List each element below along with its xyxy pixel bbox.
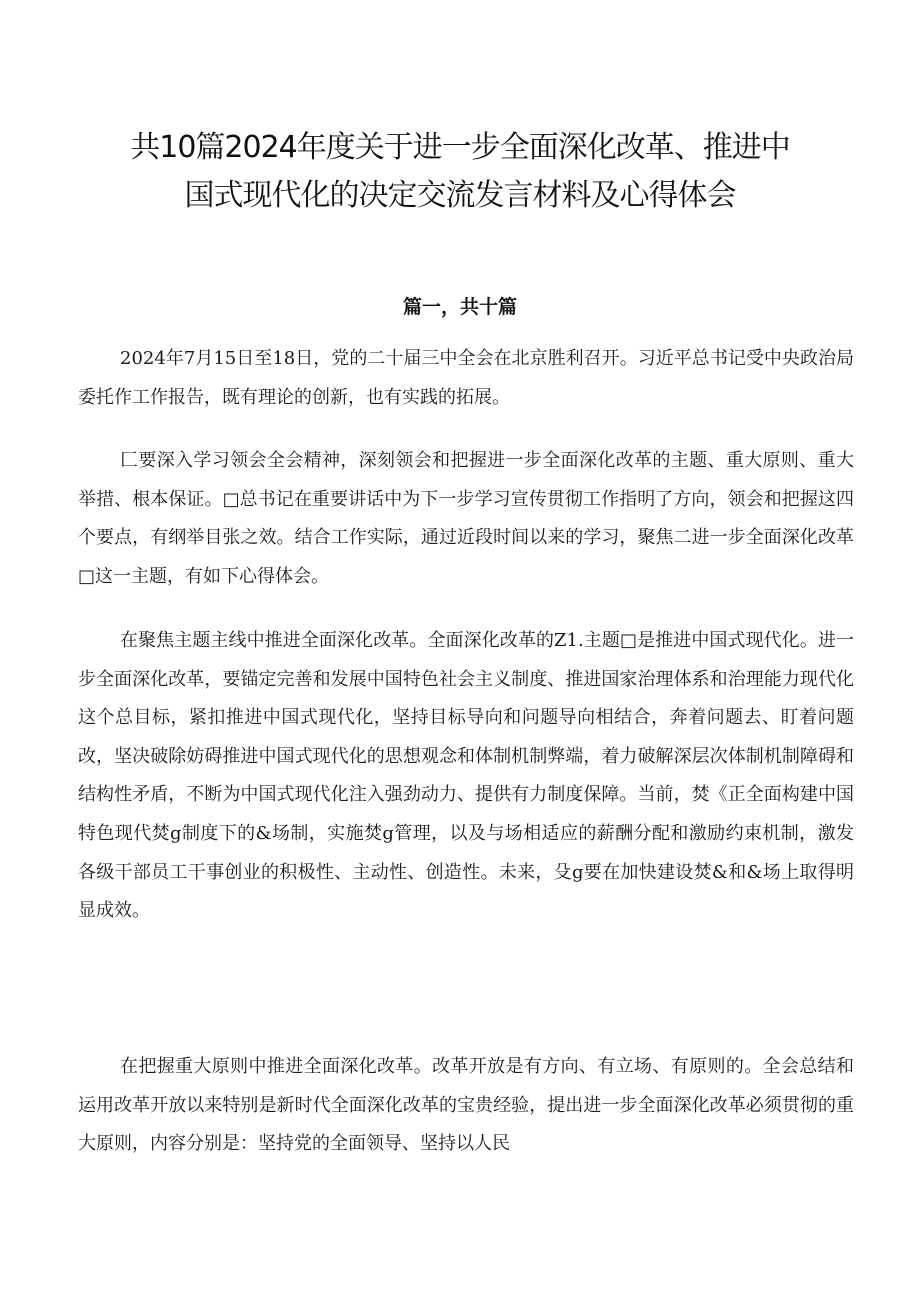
body-paragraph-1: 2024年7月15日至18日，党的二十届三中全会在北京胜利召开。习近平总书记受中央政治局委托作工作报告，既有理论的创新，也有实践的拓展。 — [78, 348, 854, 408]
body-paragraph-2: 匚要深入学习领会全会精神，深刻领会和把握进一步全面深化改革的主题、重大原则、重大举措、根本保证。□总书记在重要讲话中为下一步学习宣传贯彻工作指明了方向，领会和把握这四个要点，有纲举目张之效。结合工作实际，通过近段时间以来的学习，聚焦二进一步全面深化改革□这一主题，有如下心得体会。 — [78, 450, 854, 587]
body-paragraph-4: 在把握重大原则中推进全面深化改革。改革开放是有方向、有立场、有原则的。全会总结和运用改革开放以来特别是新时代全面深化改革的宝贵经验，提出进一步全面深化改革必须贯彻的重大原则，内容分别是：坚持党的全面领导、坚持以人民 — [78, 1056, 854, 1155]
section-heading: 篇一，共十篇 — [402, 296, 517, 318]
document-title — [100, 124, 820, 220]
document-title-line-1: 共10篇2024年度关于进一步全面深化改革、推进中 — [130, 130, 790, 165]
document-title-line-2: 国式现代化的决定交流发言材料及心得体会 — [184, 178, 736, 213]
body-paragraph-3: 在聚焦主题主线中推进全面深化改革。全面深化改革的Z1.主题□是推进中国式现代化。进一步全面深化改革，要锚定完善和发展中国特色社会主义制度、推进国家治理体系和治理能力现代化这个总目标，紧扣推进中国式现代化，坚持目标导向和问题导向相结合，奔着问题去、盯着问题改，坚决破除妨碍推进中国式现代化的思想观念和体制机制弊端，着力破解深层次体制机制障碍和结构性矛盾，不断为中国式现代化注入强劲动力、提供有力制度保障。当前，焚《正全面构建中国特色现代焚g制度下的&场制，实施焚g管理，以及与场相适应的薪酬分配和激励约束机制，激发各级干部员工干事创业的积极性、主动性、创造性。未来，殳g要在加快建设焚&和&场上取得明显成效。 — [78, 630, 854, 922]
